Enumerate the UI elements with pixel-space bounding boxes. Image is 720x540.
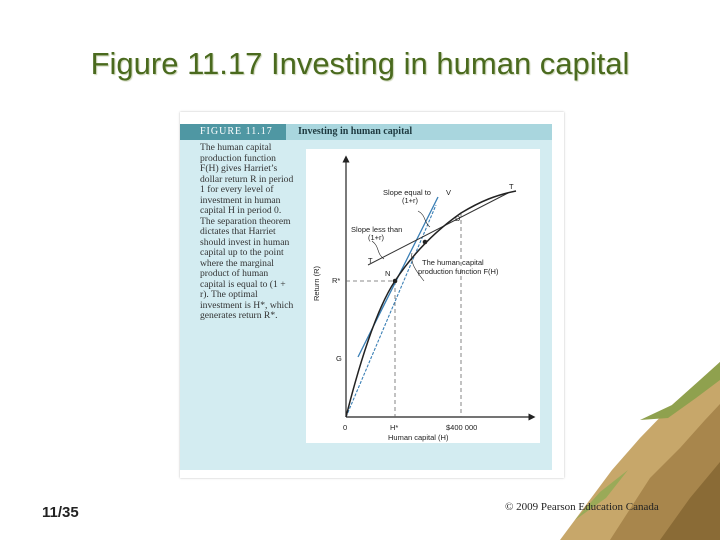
production-function-chart (306, 149, 540, 443)
point-t-mid-label: T (368, 256, 373, 265)
x-axis-label: Human capital (H) (388, 433, 449, 442)
slide-title: Figure 11.17 Investing in human capital (90, 46, 630, 81)
slide-number: 11/35 (42, 504, 79, 521)
origin-label: 0 (343, 423, 348, 432)
slope-equal-label-1: Slope equal to (383, 188, 431, 197)
copyright-notice: © 2009 Pearson Education Canada (505, 501, 659, 513)
figure-name: Investing in human capital (286, 124, 552, 140)
point-v-label: V (446, 188, 452, 197)
figure-body (180, 140, 552, 470)
point-t-top-label: T (509, 182, 514, 191)
point-n (393, 279, 398, 284)
leader-slope-less (372, 241, 384, 259)
slope-less-label-1: Slope less than (351, 225, 403, 234)
rstar-label: R* (332, 276, 341, 285)
point-d-label: D (455, 214, 461, 223)
func-label-2: production function F(H) (418, 267, 499, 276)
func-label-1: The human capital (422, 258, 484, 267)
slope-less-label-2: (1+r) (368, 233, 385, 242)
figure-caption: The human capital production function F(H) gives Harriet’s dollar return R in period 1 for every level of investment in human capital H in period 0. The separation theorem dictates that Harriet should invest in human capital up to the point where the marginal product of human capital is equal to (1 + r). The optimal investment is H*, which generates return R*. (200, 142, 294, 321)
figure-label: FIGURE 11.17 (180, 124, 286, 140)
slope-equal-label-2: (1+r) (402, 196, 419, 205)
x400k-tick-label: $400 000 (446, 423, 478, 432)
point-d (423, 240, 428, 245)
y-axis-label: Return (R) (312, 265, 321, 301)
point-n-label: N (385, 269, 391, 278)
point-g-label: G (336, 354, 342, 363)
figure-header (180, 124, 552, 140)
figure-card (180, 112, 564, 478)
hstar-tick-label: H* (390, 423, 399, 432)
chart-area (306, 149, 540, 443)
